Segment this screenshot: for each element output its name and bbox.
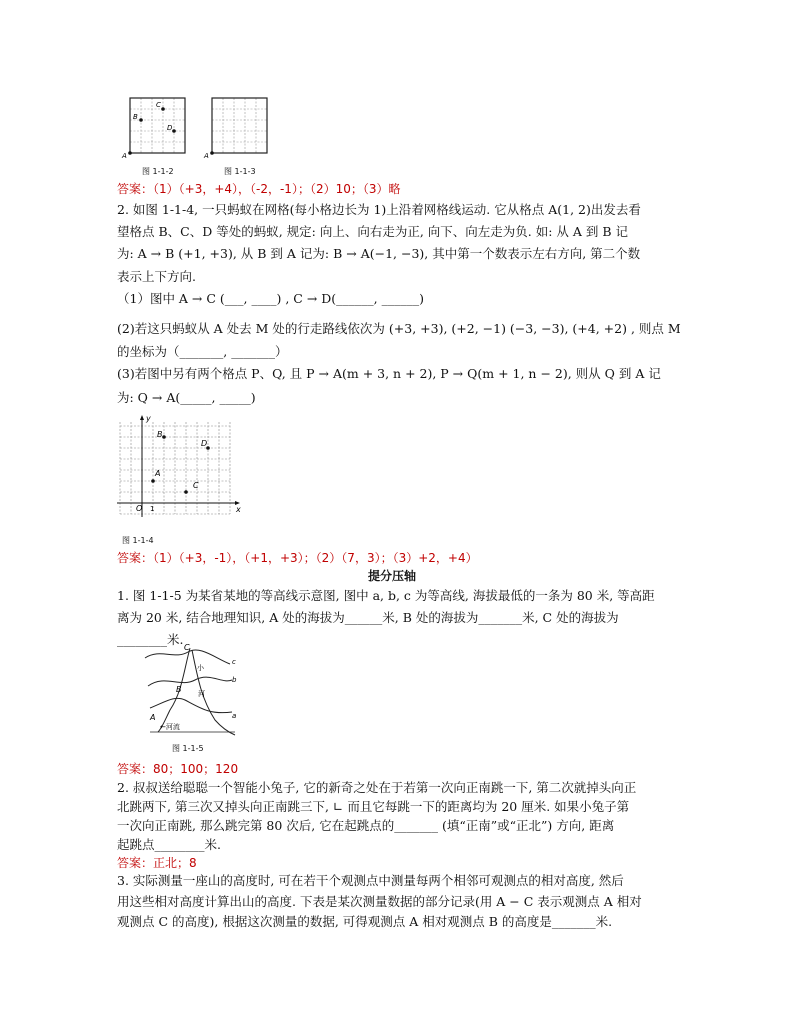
- fig5-label-c-point: C: [184, 643, 190, 652]
- fig5-label-flow: ←河流: [160, 723, 180, 731]
- p3-line1: 3. 实际测量一座山的高度时, 可在若干个观测点中测量每两个相邻可观测点的相对高度, 然后: [117, 873, 624, 888]
- fig4-label-b: B: [157, 430, 163, 439]
- answer-3: 答案：80；100；120: [117, 762, 239, 776]
- fig5-label-small: 小: [197, 664, 204, 672]
- p3-line3: 观测点 C 的高度), 根据这次测量的数据, 可得观测点 A 相对观测点 B 的高度是_______米.: [117, 914, 613, 929]
- fig2-label-c: C: [156, 101, 161, 109]
- fig5-label-c-line: c: [232, 658, 236, 666]
- p3-line2: 用这些相对高度计算出山的高度. 下表是某次测量数据的部分记录(用 A − C 表示观测点 A 相对: [117, 894, 642, 909]
- figure-1-1-4: [112, 414, 247, 539]
- fig2-label-d: D: [167, 124, 173, 132]
- p2-line3: 一次向正南跳, 那么跳完第 80 次后, 它在起跳点的_______ (填“正南”或“正北”) 方向, 距离: [117, 818, 615, 833]
- q2-part2b: 的坐标为（_______, _______）: [117, 344, 288, 359]
- q2-line2: 望格点 B、C、D 等处的蚂蚁, 规定: 向上、向右走为正, 向下、向左走为负. 如: 从 A 到 B 记: [117, 224, 629, 239]
- fig5-label-a-point: A: [150, 713, 156, 722]
- figure-1-1-3: [200, 92, 280, 172]
- figure-1-1-2: [118, 92, 198, 172]
- fig4-label-d: D: [201, 439, 208, 448]
- q2-line4: 表示上下方向.: [117, 269, 196, 284]
- p1-line3: ________米.: [117, 632, 184, 647]
- p1-line2: 离为 20 米, 结合地理知识, A 处的海拔为______米, B 处的海拔为_______米, C 处的海拔为: [117, 610, 619, 625]
- p2-line2: 北跳两下, 第三次又掉头向正南跳三下, ∟ 而且它每跳一下的距离均为 20 厘米. 如果小兔子第: [117, 799, 630, 814]
- fig4-caption: 图 1-1-4: [122, 536, 154, 545]
- q2-part3a: (3)若图中另有两个格点 P、Q, 且 P → A(m + 3, n + 2), P → Q(m + 1, n − 2), 则从 Q 到 A 记: [117, 366, 661, 381]
- fig5-label-a-line: a: [232, 712, 237, 720]
- fig4-label-a: A: [155, 469, 161, 478]
- p2-line4: 起跳点________米.: [117, 837, 221, 852]
- fig4-label-x: x: [236, 505, 241, 514]
- fig3-caption: 图 1-1-3: [224, 167, 256, 176]
- q2-line3: 为: A → B (+1, +3), 从 B 到 A 记为: B → A(−1, −3), 其中第一个数表示左右方向, 第二个数: [117, 246, 641, 261]
- q2-part2a: (2)若这只蚂蚁从 A 处去 M 处的行走路线依次为 (+3, +3), (+2, −1) (−3, −3), (+4, +2) , 则点 M: [117, 321, 681, 336]
- fig5-label-b-point: B: [176, 685, 182, 694]
- p2-line1: 2. 叔叔送给聪聪一个智能小兔子, 它的新奇之处在于若第一次向正南跳一下, 第二次就掉头向正: [117, 780, 637, 795]
- figure-1-1-5: [140, 640, 250, 745]
- p1-line1: 1. 图 1-1-5 为某省某地的等高线示意图, 图中 a, b, c 为等高线, 海拔最低的一条为 80 米, 等高距: [117, 588, 655, 603]
- answer-4: 答案：正北；8: [117, 856, 197, 870]
- fig4-label-one: 1: [150, 505, 155, 513]
- q2-part1: （1）图中 A → C (___, ____) , C → D(______, ______): [117, 291, 424, 306]
- q2-line1: 2. 如图 1-1-4, 一只蚂蚁在网格(每小格边长为 1)上沿着网格线运动. 它从格点 A(1, 2)出发去看: [117, 202, 641, 217]
- fig4-label-o: O: [136, 504, 143, 513]
- answer-2: 答案：（1）（+3，-1），（+1，+3）；（2）（7，3）；（3）+2，+4）: [117, 551, 478, 565]
- fig2-caption: 图 1-1-2: [142, 167, 174, 176]
- fig3-label-a: A: [204, 152, 209, 160]
- fig5-label-b-line: b: [232, 676, 237, 684]
- fig4-label-y: y: [146, 414, 151, 423]
- fig2-label-a: A: [122, 152, 127, 160]
- fig4-label-c: C: [193, 481, 199, 490]
- fig5-caption: 图 1-1-5: [172, 744, 204, 753]
- section-title: 提分压轴: [368, 569, 417, 583]
- q2-part3b: 为: Q → A(_____, _____): [117, 390, 256, 405]
- fig2-label-b: B: [133, 113, 138, 121]
- fig5-label-river: 河: [198, 690, 205, 698]
- answer-1: 答案：（1）（+3，+4），（-2，-1）；（2）10；（3）略: [117, 182, 401, 196]
